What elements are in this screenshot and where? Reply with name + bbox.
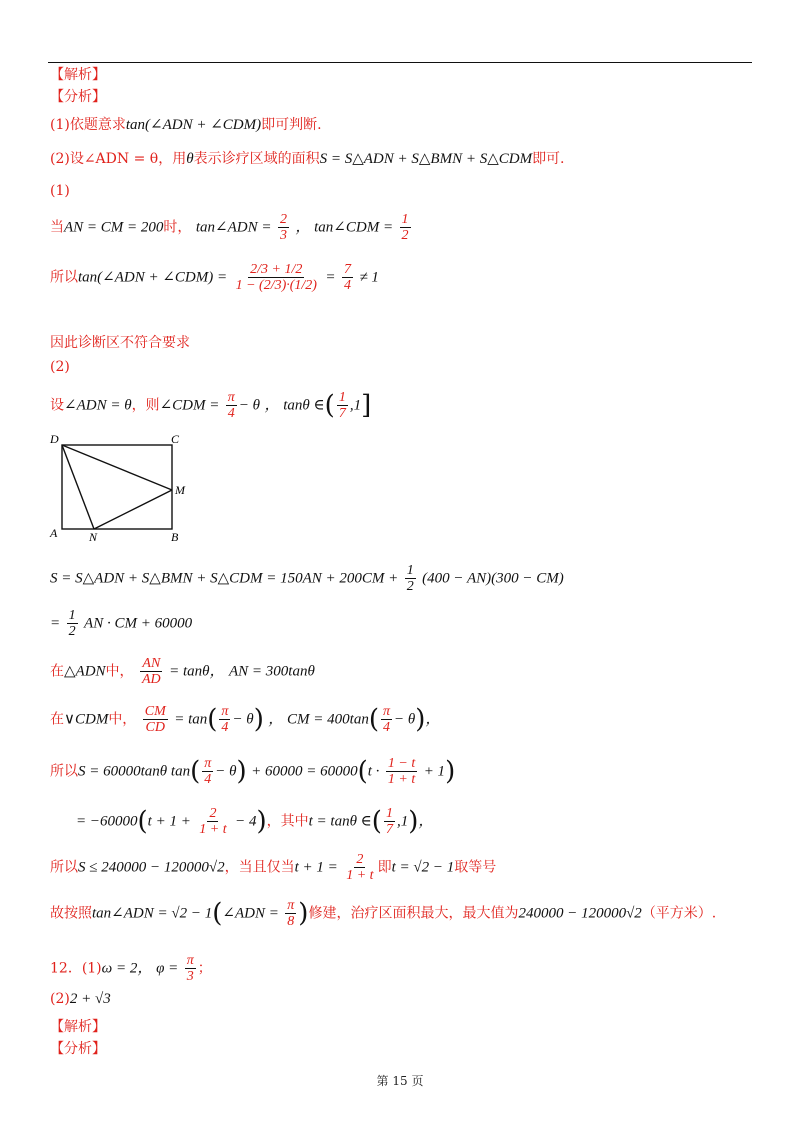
label-m: M <box>175 483 185 497</box>
s-expression-line: 所以S = 60000tanθ tan( $\frac{\pi}{4}$ − θ) + 60000 = 60000(t · $\frac{1 - t}{1 + t}$ + 1) <box>50 756 456 787</box>
segment-dm <box>62 445 172 490</box>
q12-part2-line: (2)2 + √3 <box>50 991 111 1007</box>
label-n: N <box>89 530 98 544</box>
label-b: B <box>171 530 179 544</box>
analysis-item-2: (2)设∠ADN = θ，用θ表示诊疗区域的面积S = S△ADN + S△BMN + S△CDM即可. <box>50 151 565 167</box>
part2-set-line: 设∠ADN = θ，则∠CDM = $\frac{\pi}{4}$ − θ ， tanθ ∈( $\frac{1}{7}$ ,1] <box>50 390 372 421</box>
frac-sum: $\frac{2/3 + 1/2}{1 - (2/3)\cdot(1/2)}$ <box>235 262 317 293</box>
jiexi-heading: 【解析】 <box>50 67 106 83</box>
label-d: D <box>50 432 59 446</box>
rectangle-diagram <box>46 430 196 544</box>
q12-jiexi-heading: 【解析】 <box>50 1019 106 1035</box>
inequality-line: 所以S ≤ 240000 − 120000√2，当且仅当t + 1 = $\frac{2}{1 + t}$ 即t = √2 − 1取等号 <box>50 852 497 883</box>
final-answer-line: 故按照tan∠ADN = √2 − 1(∠ADN = $\frac{\pi}{8}$ )修建，治疗区面积最大，最大值为240000 − 120000√2（平方米）. <box>50 898 717 929</box>
label-a: A <box>50 526 58 540</box>
area-line-1: S = S△ADN + S△BMN + S△CDM = 150AN + 200CM + $\frac{1}{2}$ (400 − AN)(300 − CM) <box>50 563 564 594</box>
q12-part1-line: 12．(1)ω = 2， φ = $\frac{\pi}{3}$ ； <box>50 953 212 984</box>
frac-7-4: $\frac{7}{4}$ <box>343 262 351 293</box>
part1-label: (1) <box>50 183 70 199</box>
area-line-2: = $\frac{1}{2}$ AN · CM + 60000 <box>50 608 193 639</box>
s-negative-line: = −60000(t + 1 + $\frac{2}{1 + t}$ − 4)，其中t = tanθ ∈( $\frac{1}{7}$ ,1)， <box>76 806 434 837</box>
segment-nm <box>94 490 172 529</box>
analysis-item-1: (1)依题意求tan(∠ADN + ∠CDM)即可判断. <box>50 117 322 133</box>
fenxi-heading: 【分析】 <box>50 89 106 105</box>
frac-2-3: $\frac{2}{3}$ <box>279 212 287 243</box>
segment-dn <box>62 445 94 529</box>
part2-label: (2) <box>50 359 70 375</box>
part1-sum-line: 所以tan(∠ADN + ∠CDM) = $\frac{2/3 + 1/2}{1 - (2/3)\cdot(1/2)}$ = $\frac{7}{4}$ ≠ 1 <box>50 262 379 293</box>
label-c: C <box>171 432 180 446</box>
top-rule <box>48 62 752 63</box>
page-number: 第 15 页 <box>376 1074 424 1088</box>
part1-conclusion: 因此诊断区不符合要求 <box>50 335 190 351</box>
frac-1-2: $\frac{1}{2}$ <box>401 212 409 243</box>
in-adn-line: 在△ADN中， $\frac{AN}{AD}$ = tanθ， AN = 300tanθ <box>50 656 315 687</box>
q12-fenxi-heading: 【分析】 <box>50 1041 106 1057</box>
part1-when-line: 当AN = CM = 200时， tan∠ADN = $\frac{2}{3}$ ， tan∠CDM = $\frac{1}{2}$ <box>50 212 409 243</box>
in-cdm-line: 在∨CDM中， $\frac{CM}{CD}$ = tan( $\frac{\pi}{4}$ − θ) ， CM = 400tan( $\frac{\pi}{4}$ − θ)， <box>50 704 441 735</box>
